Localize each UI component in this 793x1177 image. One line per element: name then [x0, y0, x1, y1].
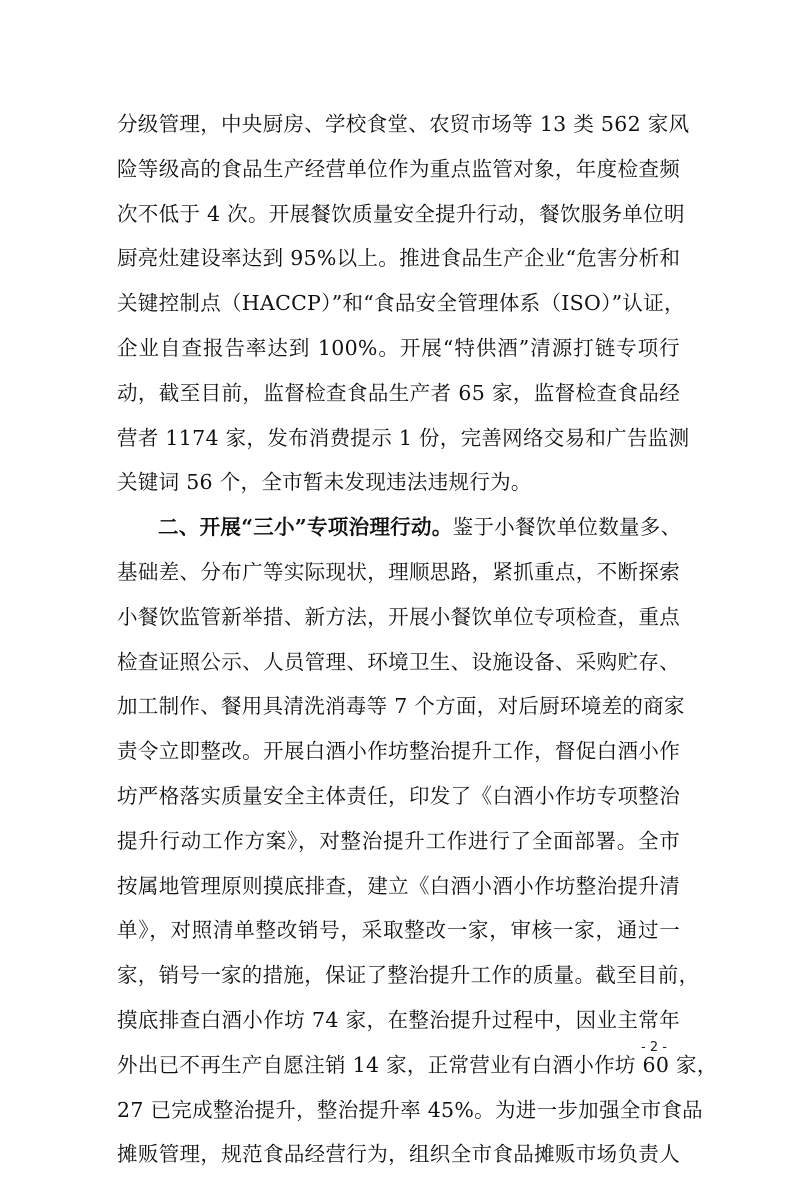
paragraph-line: 厨亮灶建设率达到 95%以上。推进食品生产企业“危害分析和 — [117, 246, 681, 271]
paragraph-line: 加工制作、餐用具清洗消毒等 7 个方面，对后厨环境差的商家 — [117, 694, 685, 719]
section-first-line-text: 鉴于小餐饮单位数量多、 — [452, 515, 682, 540]
paragraph-line: 外出已不再生产自愿注销 14 家，正常营业有白酒小作坊 60 家， — [117, 1052, 718, 1077]
paragraph-line: 提升行动工作方案》，对整治提升工作进行了全面部署。全市 — [117, 828, 680, 853]
section-heading: 二、开展“三小”专项治理行动。 — [158, 515, 453, 540]
paragraph-line: 关键词 56 个，全市暂未发现违法违规行为。 — [117, 470, 532, 495]
section-first-line — [117, 505, 680, 550]
paragraph-line: 单》，对照清单整改销号，采取整改一家，审核一家，通过一 — [117, 918, 680, 943]
paragraph-line: 家，销号一家的措施，保证了整治提升工作的质量。截至目前， — [117, 963, 700, 988]
paragraph-line: 关键控制点（HACCP）”和“食品安全管理体系（ISO）”认证， — [117, 291, 685, 316]
body-text — [117, 102, 718, 1177]
paragraph-line: 动，截至目前，监督检查食品生产者 65 家，监督检查食品经 — [117, 380, 680, 405]
paragraph-line: 坊严格落实质量安全主体责任，印发了《白酒小作坊专项整治 — [117, 783, 680, 808]
paragraph-line: 检查证照公示、人员管理、环境卫生、设施设备、采购贮存、 — [117, 649, 680, 674]
paragraph-line: 分级管理，中央厨房、学校食堂、农贸市场等 13 类 562 家风 — [117, 112, 690, 136]
paragraph-line: 摸底排查白酒小作坊 74 家，在整治提升过程中，因业主常年 — [117, 1007, 680, 1032]
paragraph-line: 27 已完成整治提升，整治提升率 45%。为进一步加强全市食品 — [117, 1097, 703, 1122]
paragraph-line: 企业自查报告率达到 100%。开展“特供酒”清源打链专项行 — [117, 335, 680, 360]
paragraph-line: 小餐饮监管新举措、新方法，开展小餐饮单位专项检查，重点 — [117, 604, 680, 629]
paragraph-line: 按属地管理原则摸底排查，建立《白酒小酒小作坊整治提升清 — [117, 873, 680, 898]
paragraph-line: 责令立即整改。开展白酒小作坊整治提升工作，督促白酒小作 — [117, 739, 680, 764]
page-number: - 2 - — [641, 1040, 667, 1055]
paragraph-line: 次不低于 4 次。开展餐饮质量安全提升行动，餐饮服务单位明 — [117, 201, 685, 226]
paragraph-line: 险等级高的食品生产经营单位作为重点监管对象，年度检查频 — [117, 156, 680, 181]
paragraph-line: 营者 1174 家，发布消费提示 1 份，完善网络交易和广告监测 — [117, 425, 690, 450]
paragraph-line: 基础差、分布广等实际现状，理顺思路，紧抓重点，不断探索 — [117, 559, 680, 584]
paragraph-line: 摊贩管理，规范食品经营行为，组织全市食品摊贩市场负责人 — [117, 1142, 680, 1167]
